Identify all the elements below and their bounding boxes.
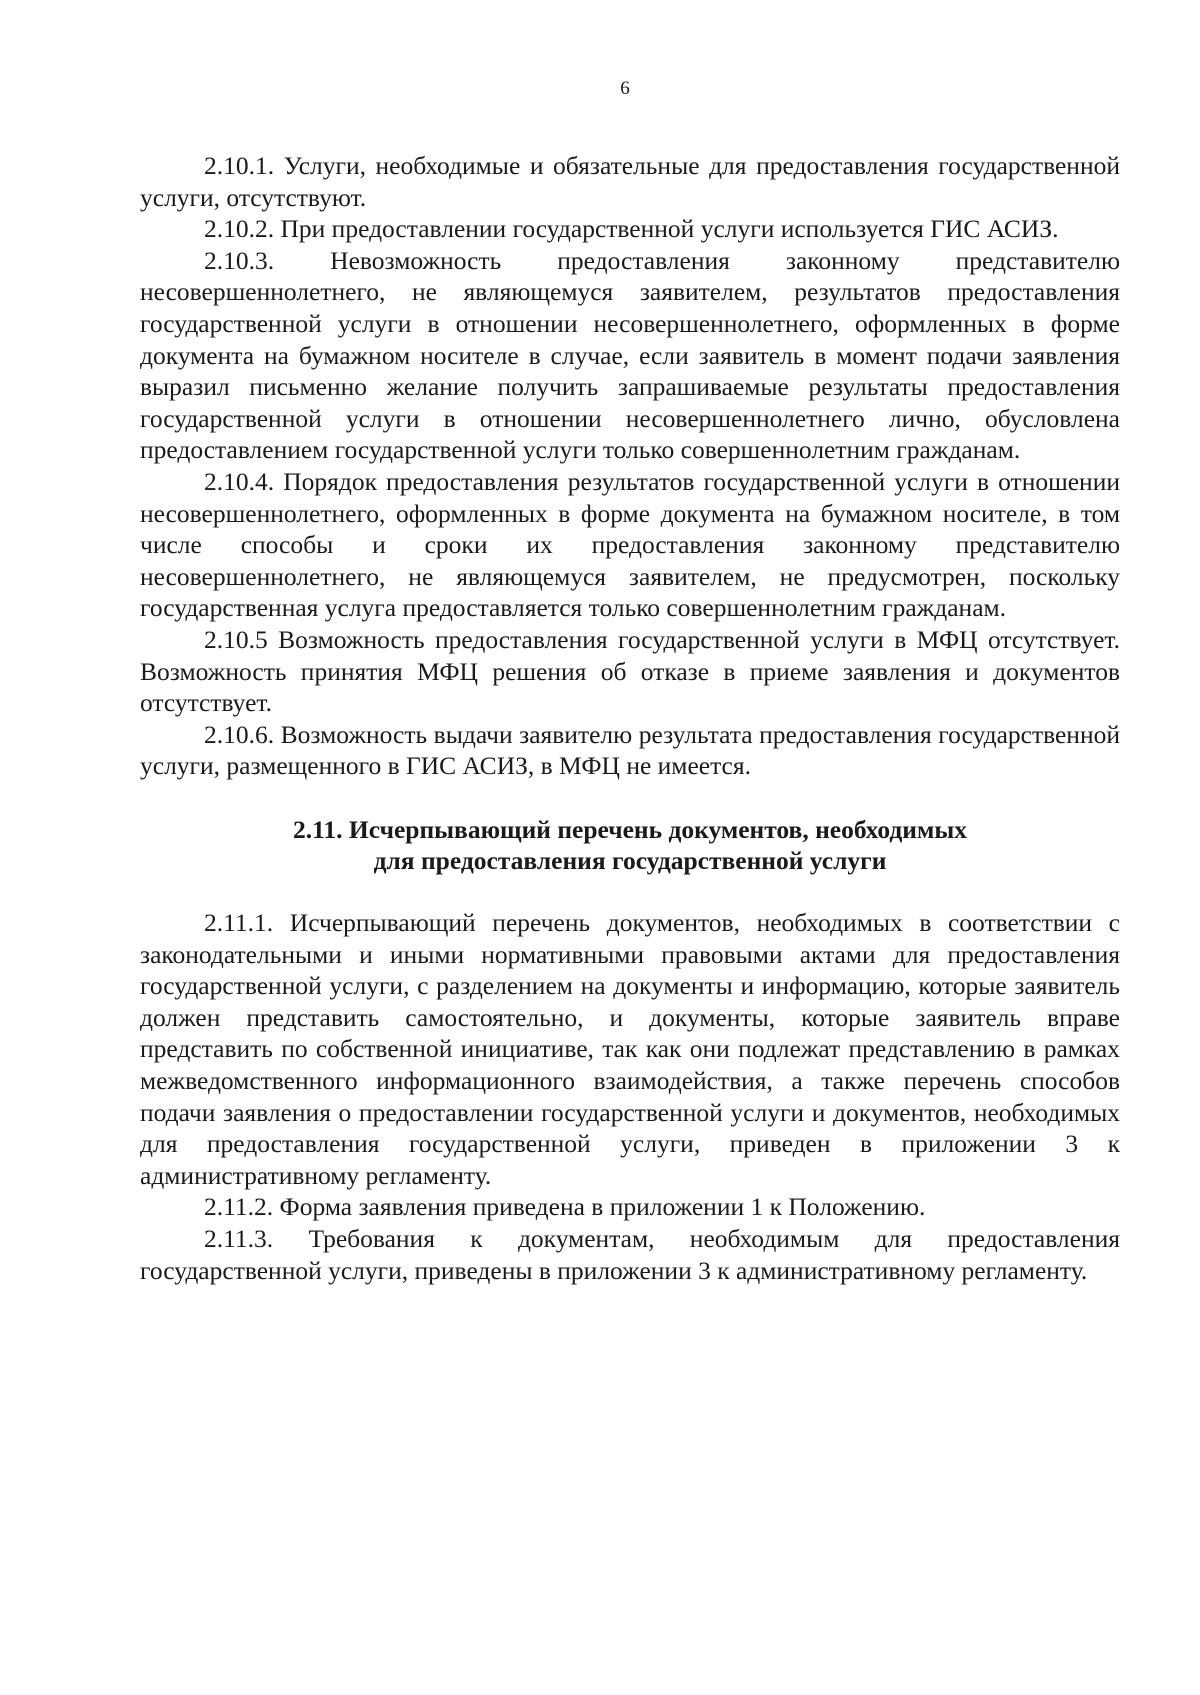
paragraph-2-10-1: 2.10.1. Услуги, необходимые и обязательные для предоставления государственной услуги, отсутствуют. [140,151,1120,212]
page-number: 6 [620,78,630,99]
paragraph-2-11-3: 2.11.3. Требования к документам, необходимым для предоставления государственной услуги, приведены в приложении 3 к административному регламенту. [140,1224,1120,1285]
document-body [140,150,1120,1286]
section-heading-line-1: 2.11. Исчерпывающий перечень документов, необходимых [292,814,968,844]
paragraph-2-11-1: 2.11.1. Исчерпывающий перечень документов, необходимых в соответствии с законодательными и иными нормативными правовыми актами для предоставления государственной услуги, с разделением на документы и информацию, которые заявитель должен представить самостоятельно, и документы, которые заявитель вправе представить по собственной инициативе, так как они подлежат представлению в рамках межведомственного информационного взаимодействия, а также перечень способов подачи заявления о предоставлении государственной услуги и документов, необходимых для предоставления государственной услуги, приведен в приложении 3 к административному регламенту. [140,908,1120,1190]
paragraph-2-10-2: 2.10.2. При предоставлении государственной услуги используется ГИС АСИЗ. [204,214,1059,244]
paragraph-2-10-5: 2.10.5 Возможность предоставления государственной услуги в МФЦ отсутствует. Возможность принятия МФЦ решения об отказе в приеме заявления и документов отсутствует. [140,624,1120,718]
section-heading-line-2: для предоставления государственной услуги [373,846,887,876]
paragraph-2-10-4: 2.10.4. Порядок предоставления результатов государственной услуги в отношении несовершеннолетнего, оформленных в форме документа на бумажном носителе, в том числе способы и сроки их предоставления законному представителю несовершеннолетнего, не являющемуся заявителем, не предусмотрен, поскольку государственная услуга предоставляется только совершеннолетним гражданам. [140,466,1120,623]
paragraph-2-10-6: 2.10.6. Возможность выдачи заявителю результата предоставления государственной услуги, размещенного в ГИС АСИЗ, в МФЦ не имеется. [140,719,1120,781]
paragraph-2-11-2: 2.11.2. Форма заявления приведена в приложении 1 к Положению. [204,1192,926,1222]
section-heading-2-11 [140,814,1120,877]
paragraph-2-10-3: 2.10.3. Невозможность предоставления законному представителю несовершеннолетнего, не являющемуся заявителем, результатов предоставления государственной услуги в отношении несовершеннолетнего, оформленных в форме документа на бумажном носителе в случае, если заявитель в момент подачи заявления выразил письменно желание получить запрашиваемые результаты предоставления государственной услуги в отношении несовершеннолетнего лично, обусловлена предоставлением государственной услуги только совершеннолетним гражданам. [140,245,1120,465]
